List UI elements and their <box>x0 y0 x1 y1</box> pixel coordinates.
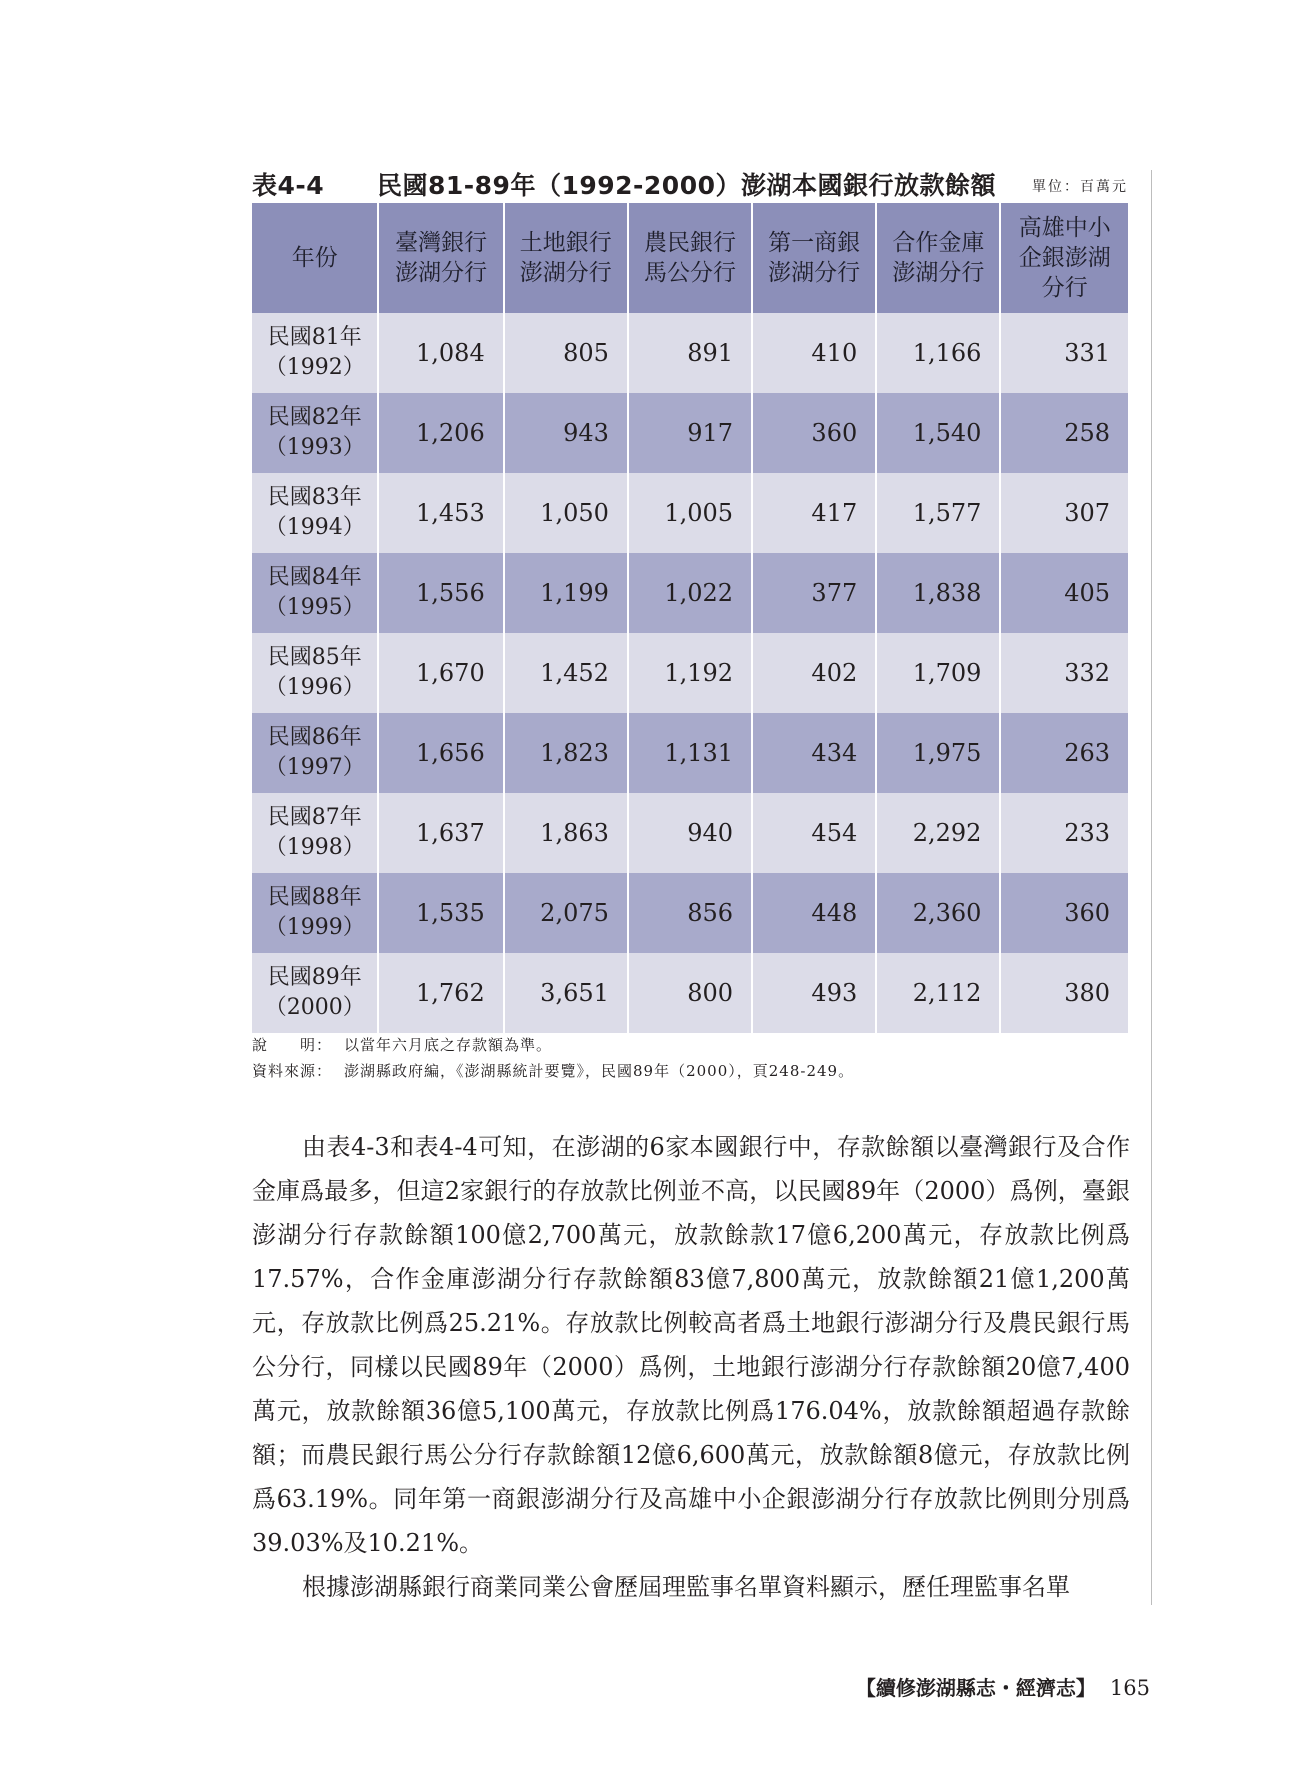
note-explanation-label: 說 明： <box>252 1036 333 1054</box>
value-cell: 1,838 <box>876 553 1000 633</box>
value-cell: 263 <box>1000 713 1128 793</box>
value-cell: 1,206 <box>378 393 503 473</box>
table-row <box>252 553 1128 633</box>
header-kaohsiung-sme-bank: 高雄中小 企銀澎湖 分行 <box>1000 203 1128 313</box>
value-cell: 332 <box>1000 633 1128 713</box>
header-cooperative-bank: 合作金庫 澎湖分行 <box>876 203 1000 313</box>
table-body <box>252 313 1128 1033</box>
note-source <box>252 1058 854 1084</box>
value-cell: 1,709 <box>876 633 1000 713</box>
value-cell: 1,535 <box>378 873 503 953</box>
loan-balance-table <box>252 203 1128 1033</box>
value-cell: 410 <box>752 313 876 393</box>
value-cell: 1,556 <box>378 553 503 633</box>
value-cell: 2,112 <box>876 953 1000 1033</box>
table-number: 表4-4 <box>252 171 325 200</box>
value-cell: 805 <box>504 313 628 393</box>
book-title: 【續修澎湖縣志・經濟志】 <box>855 1676 1096 1700</box>
value-cell: 405 <box>1000 553 1128 633</box>
value-cell: 377 <box>752 553 876 633</box>
value-cell: 917 <box>628 393 752 473</box>
value-cell: 1,452 <box>504 633 628 713</box>
value-cell: 448 <box>752 873 876 953</box>
value-cell: 360 <box>752 393 876 473</box>
value-cell: 2,360 <box>876 873 1000 953</box>
year-cell: 民國87年 （1998） <box>252 793 378 873</box>
note-source-label: 資料來源： <box>252 1062 333 1080</box>
value-cell: 380 <box>1000 953 1128 1033</box>
year-cell: 民國89年 （2000） <box>252 953 378 1033</box>
year-cell: 民國82年 （1993） <box>252 393 378 473</box>
year-cell: 民國83年 （1994） <box>252 473 378 553</box>
value-cell: 258 <box>1000 393 1128 473</box>
year-cell: 民國81年 （1992） <box>252 313 378 393</box>
value-cell: 1,762 <box>378 953 503 1033</box>
year-cell: 民國84年 （1995） <box>252 553 378 633</box>
value-cell: 1,084 <box>378 313 503 393</box>
value-cell: 891 <box>628 313 752 393</box>
table-title-line <box>252 166 996 202</box>
note-explanation <box>252 1032 854 1058</box>
value-cell: 360 <box>1000 873 1128 953</box>
note-source-text: 澎湖縣政府編，《澎湖縣統計要覽》，民國89年（2000），頁248-249。 <box>344 1062 855 1080</box>
value-cell: 307 <box>1000 473 1128 553</box>
table-row <box>252 313 1128 393</box>
table-row <box>252 873 1128 953</box>
table-row <box>252 393 1128 473</box>
value-cell: 331 <box>1000 313 1128 393</box>
table-row <box>252 633 1128 713</box>
value-cell: 1,199 <box>504 553 628 633</box>
value-cell: 233 <box>1000 793 1128 873</box>
value-cell: 1,656 <box>378 713 503 793</box>
table-title: 民國81-89年（1992-2000）澎湖本國銀行放款餘額 <box>377 171 996 200</box>
value-cell: 1,050 <box>504 473 628 553</box>
table-header-row <box>252 203 1128 313</box>
value-cell: 454 <box>752 793 876 873</box>
value-cell: 1,131 <box>628 713 752 793</box>
value-cell: 417 <box>752 473 876 553</box>
value-cell: 1,863 <box>504 793 628 873</box>
value-cell: 1,022 <box>628 553 752 633</box>
value-cell: 1,453 <box>378 473 503 553</box>
value-cell: 1,670 <box>378 633 503 713</box>
header-land-bank: 土地銀行 澎湖分行 <box>504 203 628 313</box>
year-cell: 民國88年 （1999） <box>252 873 378 953</box>
table-row <box>252 953 1128 1033</box>
value-cell: 2,292 <box>876 793 1000 873</box>
body-paragraph-1: 由表4-3和表4-4可知，在澎湖的6家本國銀行中，存款餘額以臺灣銀行及合作金庫爲最多，但這2家銀行的存放款比例並不高，以民國89年（2000）爲例，臺銀澎湖分行存款餘額100億2,700萬元，放款餘款17億6,200萬元，存放款比例爲17.57%，合作金庫澎湖分行存款餘額83億7,800萬元，放款餘額21億1,200萬元，存放款比例爲25.21%。存放款比例較高者爲土地銀行澎湖分行及農民銀行馬公分行，同樣以民國89年（2000）爲例，土地銀行澎湖分行存款餘額20億7,400萬元，放款餘額36億5,100萬元，存放款比例爲176.04%，放款餘額超過存款餘額；而農民銀行馬公分行存款餘額12億6,600萬元，放款餘額8億元，存放款比例爲63.19%。同年第一商銀澎湖分行及高雄中小企銀澎湖分行存放款比例則分別爲39.03%及10.21%。 <box>252 1133 1130 1557</box>
value-cell: 800 <box>628 953 752 1033</box>
page-margin-rule <box>1151 170 1152 1605</box>
value-cell: 1,005 <box>628 473 752 553</box>
header-year: 年份 <box>252 203 378 313</box>
table-row <box>252 473 1128 553</box>
year-cell: 民國85年 （1996） <box>252 633 378 713</box>
header-first-bank: 第一商銀 澎湖分行 <box>752 203 876 313</box>
table-row <box>252 793 1128 873</box>
note-explanation-text: 以當年六月底之存款額為準。 <box>344 1036 553 1054</box>
value-cell: 493 <box>752 953 876 1033</box>
table-caption <box>252 166 1128 202</box>
value-cell: 1,823 <box>504 713 628 793</box>
value-cell: 943 <box>504 393 628 473</box>
value-cell: 434 <box>752 713 876 793</box>
value-cell: 1,540 <box>876 393 1000 473</box>
value-cell: 1,166 <box>876 313 1000 393</box>
header-farmers-bank: 農民銀行 馬公分行 <box>628 203 752 313</box>
value-cell: 940 <box>628 793 752 873</box>
header-bank-of-taiwan: 臺灣銀行 澎湖分行 <box>378 203 503 313</box>
body-paragraph-2: 根據澎湖縣銀行商業同業公會歷屆理監事名單資料顯示，歷任理監事名單 <box>302 1573 1070 1601</box>
table-notes <box>252 1032 854 1084</box>
value-cell: 402 <box>752 633 876 713</box>
value-cell: 1,192 <box>628 633 752 713</box>
table-row <box>252 713 1128 793</box>
value-cell: 3,651 <box>504 953 628 1033</box>
table-unit: 單位：百萬元 <box>1032 179 1128 195</box>
page-number: 165 <box>1109 1676 1150 1700</box>
value-cell: 856 <box>628 873 752 953</box>
value-cell: 1,975 <box>876 713 1000 793</box>
page-footer <box>856 1672 1150 1701</box>
value-cell: 2,075 <box>504 873 628 953</box>
value-cell: 1,637 <box>378 793 503 873</box>
value-cell: 1,577 <box>876 473 1000 553</box>
year-cell: 民國86年 （1997） <box>252 713 378 793</box>
